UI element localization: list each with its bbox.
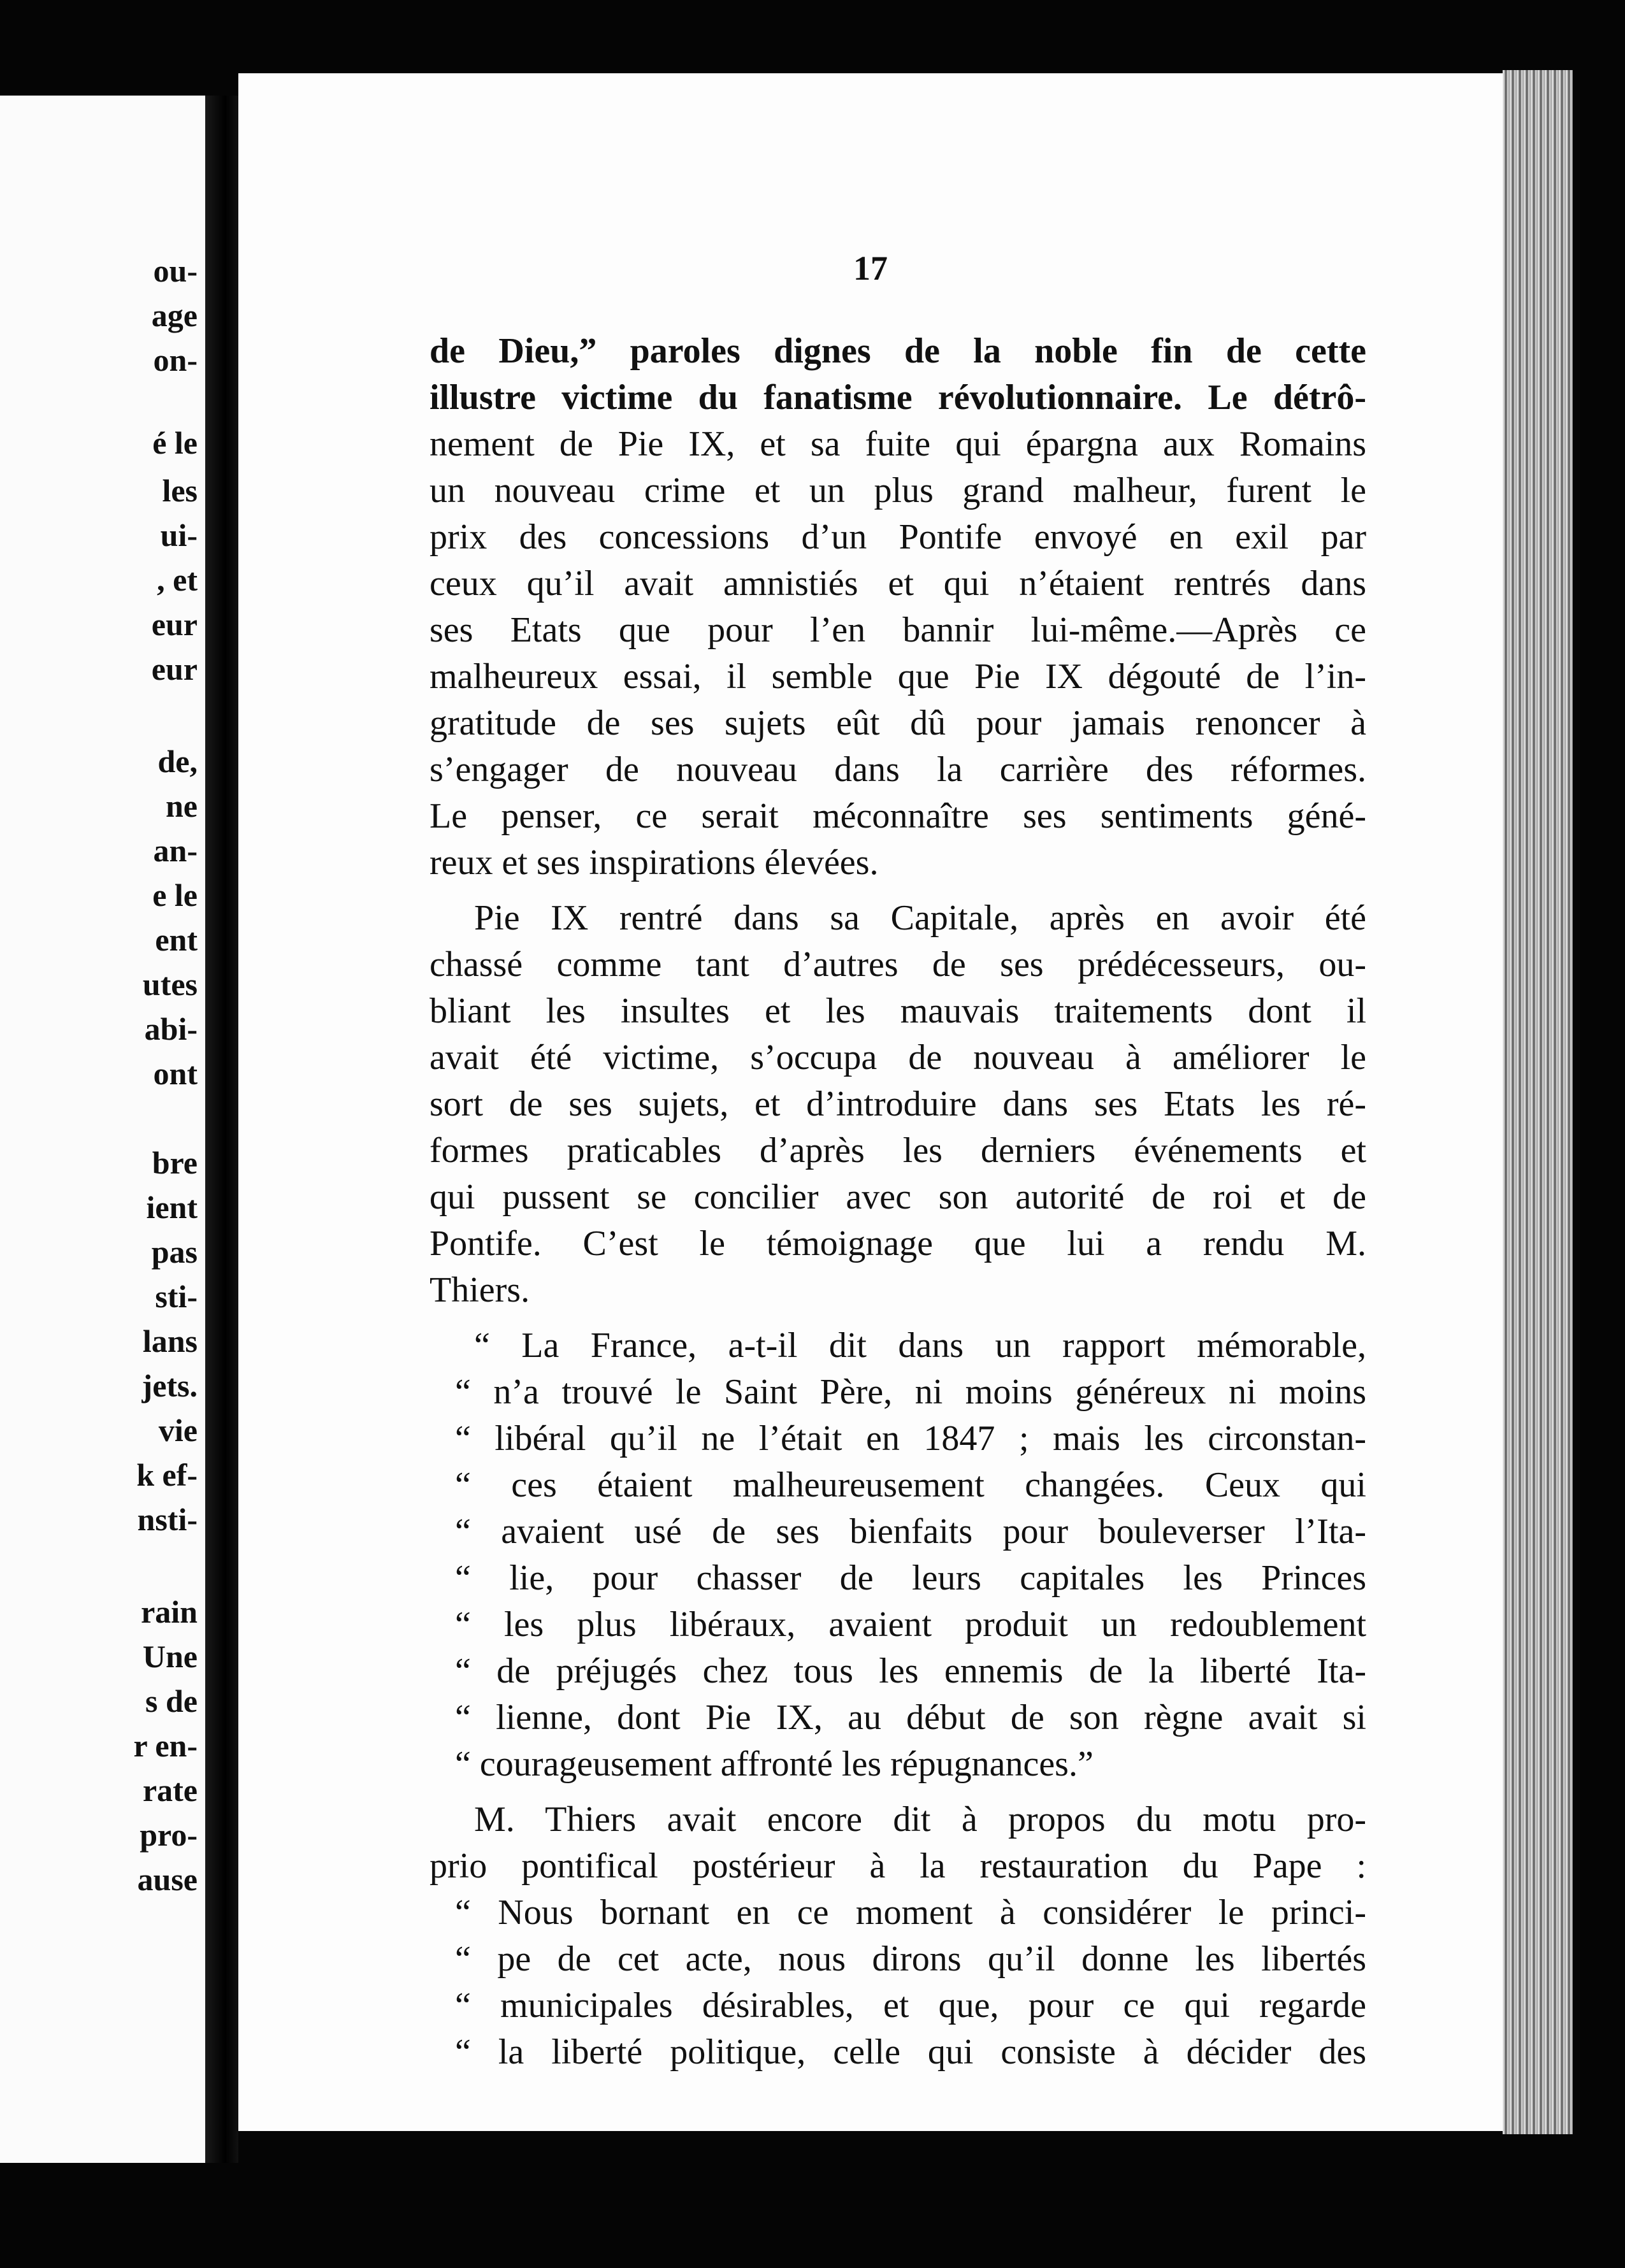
text-line: M. Thiers avait encore dit à propos du motu pro-: [474, 1800, 1366, 1839]
left-page-fragment-line: sti-: [155, 1279, 198, 1314]
text-line: s’engager de nouveau dans la carrière des réformes.: [430, 750, 1366, 789]
left-page-fragment-line: on-: [153, 342, 198, 378]
left-page-fragment-line: les: [162, 473, 198, 508]
left-page-fragment-line: utes: [142, 966, 198, 1002]
left-page-fragment-line: rate: [142, 1772, 198, 1808]
left-page-fragment-line: de,: [157, 743, 198, 779]
left-page-fragment-line: lans: [142, 1323, 198, 1359]
text-line: gratitude de ses sujets eût dû pour jamais renoncer à: [430, 703, 1366, 743]
page-number: 17: [853, 249, 888, 287]
left-page-fragment-line: bre: [152, 1145, 198, 1181]
text-line: prio pontifical postérieur à la restauration du Pape :: [430, 1846, 1366, 1886]
book-gutter: [205, 96, 238, 2163]
left-page-fragment-line: e le: [152, 877, 198, 913]
left-page-fragment-line: ient: [146, 1189, 198, 1225]
left-page-fragment-line: eur: [151, 606, 198, 642]
text-line: qui pussent se concilier avec son autorité de roi et de: [430, 1177, 1366, 1217]
left-page-fragment-line: ause: [137, 1862, 198, 1897]
text-line: “ lienne, dont Pie IX, au début de son règne avait si: [455, 1698, 1366, 1737]
left-page-fragment-line: k ef-: [136, 1457, 198, 1493]
text-line: reux et ses inspirations élevées.: [430, 843, 879, 882]
text-line: “ n’a trouvé le Saint Père, ni moins généreux ni moins: [455, 1372, 1366, 1412]
page-edges: [1503, 70, 1573, 2134]
left-page-fragment-line: eur: [151, 651, 198, 687]
left-page-fragment-line: vie: [158, 1412, 198, 1448]
left-page-fragment-line: ou-: [153, 253, 198, 289]
page-body-text: [430, 328, 1366, 2076]
left-page-fragment-line: ne: [166, 788, 198, 824]
left-page-fragment-line: Une: [142, 1639, 198, 1674]
text-line: “ avaient usé de ses bienfaits pour bouleverser l’Ita-: [455, 1512, 1366, 1551]
text-line: un nouveau crime et un plus grand malheur, furent le: [430, 471, 1366, 510]
left-page-fragment-line: ent: [155, 922, 198, 958]
text-line: “ lie, pour chasser de leurs capitales les Princes: [455, 1558, 1366, 1598]
text-line: bliant les insultes et les mauvais traitements dont il: [430, 991, 1366, 1031]
left-page-fragment-line: rain: [141, 1594, 198, 1630]
paragraph-gap: [430, 1788, 1366, 1797]
text-line: “ La France, a-t-il dit dans un rapport mémorable,: [474, 1326, 1366, 1365]
text-line: “ libéral qu’il ne l’était en 1847 ; mais les circonstan-: [455, 1419, 1366, 1458]
left-page-fragment-line: pro-: [140, 1817, 198, 1853]
text-line: “ ces étaient malheureusement changées. Ceux qui: [455, 1465, 1366, 1505]
text-line: Thiers.: [430, 1270, 530, 1310]
book-page: [238, 73, 1503, 2131]
left-page-fragment: [0, 96, 205, 2163]
text-line: prix des concessions d’un Pontife envoyé en exil par: [430, 517, 1366, 557]
text-line: malheureux essai, il semble que Pie IX dégouté de l’in-: [430, 657, 1366, 696]
left-page-fragment-line: é le: [152, 425, 198, 461]
text-line: “ les plus libéraux, avaient produit un redoublement: [455, 1605, 1366, 1644]
text-line: chassé comme tant d’autres de ses prédécesseurs, ou-: [430, 945, 1366, 984]
paragraph-gap: [430, 1314, 1366, 1323]
left-page-fragment-line: abi-: [144, 1011, 198, 1047]
text-line: sort de ses sujets, et d’introduire dans ses Etats les ré-: [430, 1084, 1366, 1124]
text-line: illustre victime du fanatisme révolutionnaire. Le détrô-: [430, 378, 1366, 417]
left-page-fragment-line: r en-: [133, 1728, 198, 1763]
text-line: de Dieu,” paroles dignes de la noble fin de cette: [430, 331, 1366, 371]
left-page-fragment-line: an-: [153, 833, 198, 868]
text-line: “ municipales désirables, et que, pour ce qui regarde: [455, 1986, 1366, 2025]
text-line: “ la liberté politique, celle qui consiste à décider des: [455, 2032, 1366, 2072]
left-page-fragment-line: s de: [145, 1683, 198, 1719]
text-line: nement de Pie IX, et sa fuite qui épargna aux Romains: [430, 424, 1366, 464]
text-line: Pontife. C’est le témoignage que lui a rendu M.: [430, 1224, 1366, 1263]
text-line: “ courageusement affronté les répugnances.”: [455, 1744, 1094, 1784]
text-line: “ Nous bornant en ce moment à considérer le princi-: [455, 1893, 1366, 1932]
text-line: ses Etats que pour l’en bannir lui-même.—Après ce: [430, 610, 1366, 650]
left-page-fragment-line: nsti-: [137, 1502, 198, 1537]
text-line: “ de préjugés chez tous les ennemis de la liberté Ita-: [455, 1651, 1366, 1691]
text-line: “ pe de cet acte, nous dirons qu’il donne les libertés: [455, 1939, 1366, 1979]
text-line: Le penser, ce serait méconnaître ses sentiments géné-: [430, 796, 1366, 836]
paragraph-gap: [430, 886, 1366, 895]
text-line: formes praticables d’après les derniers événements et: [430, 1131, 1366, 1170]
text-line: Pie IX rentré dans sa Capitale, après en avoir été: [474, 898, 1366, 938]
text-line: ceux qu’il avait amnistiés et qui n’étaient rentrés dans: [430, 564, 1366, 603]
left-page-fragment-line: ui-: [160, 517, 198, 553]
left-page-fragment-line: jets.: [141, 1368, 198, 1403]
left-page-fragment-line: age: [151, 298, 198, 333]
left-page-fragment-line: pas: [151, 1234, 198, 1270]
left-page-fragment-line: ont: [153, 1056, 198, 1091]
left-page-fragment-line: , et: [157, 562, 198, 598]
text-line: avait été victime, s’occupa de nouveau à améliorer le: [430, 1038, 1366, 1077]
